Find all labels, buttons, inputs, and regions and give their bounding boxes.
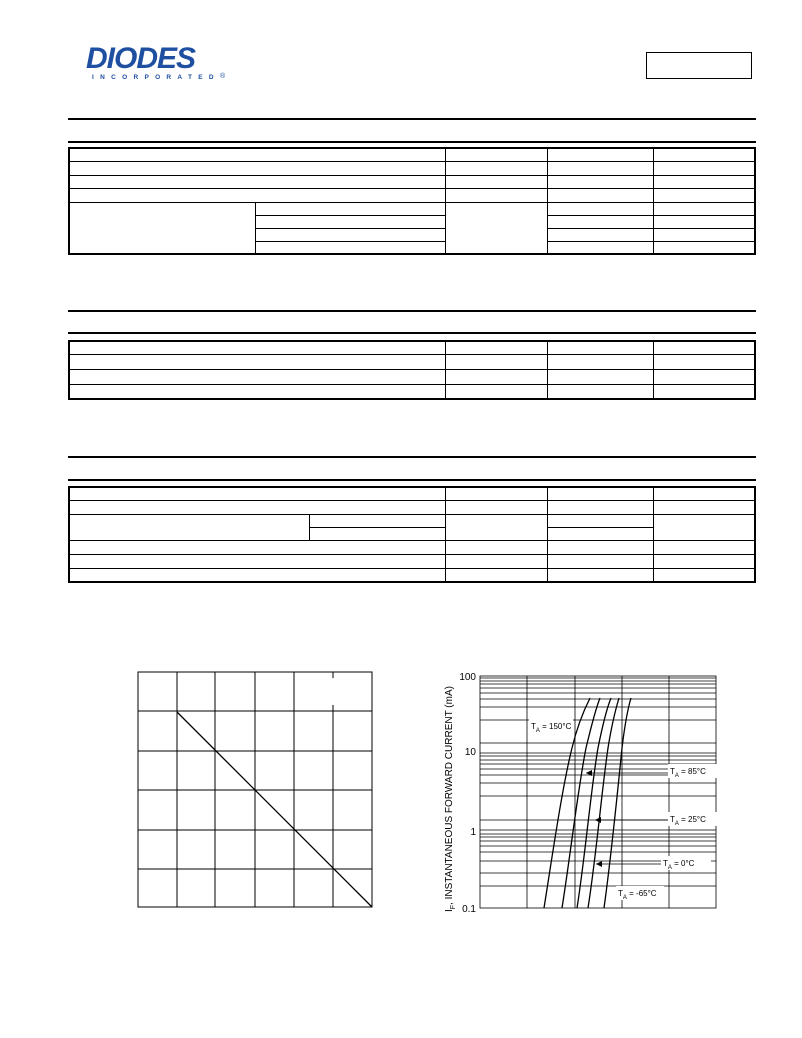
curve-m65c (604, 698, 631, 908)
diodes-logo (82, 40, 232, 82)
derating-graph (136, 670, 376, 910)
table-row (69, 188, 755, 202)
section-2-rule-top (68, 310, 756, 312)
label-m65c: $T_A = -65^\circ C$ (618, 889, 657, 901)
graph-legend-blank (311, 678, 369, 705)
section-1-table (68, 147, 756, 255)
table-row (69, 202, 755, 215)
curve-0c (588, 698, 619, 908)
section-3-table (68, 486, 756, 583)
part-number-box (646, 52, 752, 79)
logo-wordmark: DIODES (86, 42, 196, 75)
table-row (69, 354, 755, 369)
label-85c: $T_A = 85^\circ C$ (670, 767, 706, 779)
table-row (69, 175, 755, 188)
section-1-rule-bottom (68, 141, 756, 143)
registered-mark: ® (220, 73, 226, 80)
forward-characteristics-graph (436, 668, 726, 918)
section-1-rule-top (68, 118, 756, 120)
label-0c: $T_A = 0^\circ C$ (663, 859, 695, 871)
table-row (69, 161, 755, 175)
table-row (69, 341, 755, 354)
table-row (69, 540, 755, 554)
table-row (69, 148, 755, 161)
curve-25c (577, 698, 611, 908)
logo-subtitle: INCORPORATED (92, 74, 220, 81)
y-tick-1: 1 (470, 827, 476, 838)
y-tick-0.1: 0.1 (462, 904, 476, 915)
table-row (69, 384, 755, 399)
derating-line (177, 712, 372, 907)
section-3-rule-bottom (68, 479, 756, 481)
section-3-rule-top (68, 456, 756, 458)
y-tick-100: 100 (459, 672, 476, 683)
y-axis-label: $I_F$, INSTANTANEOUS FORWARD CURRENT (mA) (444, 686, 457, 912)
table-row (69, 568, 755, 582)
table-row (69, 554, 755, 568)
arrowhead-0c (596, 861, 602, 867)
table-row (69, 500, 755, 514)
table-row (69, 369, 755, 384)
section-2-table (68, 340, 756, 400)
section-2-rule-bottom (68, 332, 756, 334)
table-row (69, 487, 755, 500)
y-tick-10: 10 (464, 747, 476, 758)
label-25c: $T_A = 25^\circ C$ (670, 815, 706, 827)
table-row (69, 514, 755, 527)
arrowhead-25c (595, 817, 601, 823)
label-150c: $T_A = 150^\circ C$ (531, 722, 572, 734)
graph-grid (480, 676, 716, 908)
